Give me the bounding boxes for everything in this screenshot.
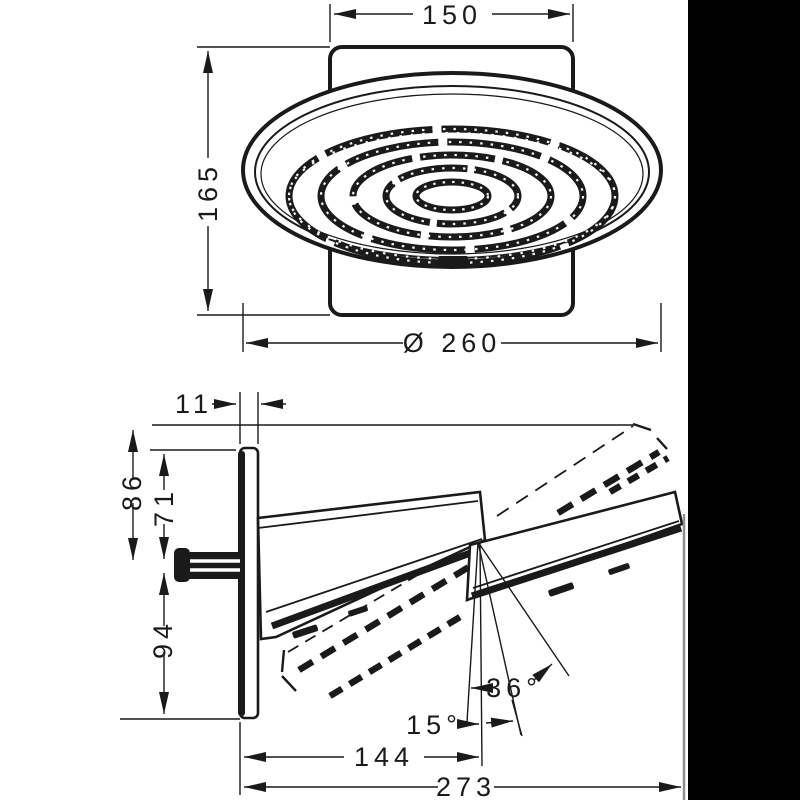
dim-top-to-inlet [117,430,147,560]
dim-label-36deg: 36° [486,673,542,703]
dim-label-94: 94 [148,618,178,660]
dim-plate-thickness [175,389,286,419]
inlet-connector [174,548,240,582]
wall-plate-side [238,448,258,718]
front-view [193,0,661,358]
dim-angle-15 [406,700,522,740]
dim-label-11: 11 [174,389,214,419]
dim-angle-36 [471,664,552,703]
right-black-band [688,0,800,800]
side-view [117,389,684,800]
dim-plate-height [193,51,223,311]
dim-label-144: 144 [353,742,415,772]
dim-plate-width [334,0,570,30]
dim-plate-top-to-inlet [149,454,179,559]
dim-head-diameter [246,328,658,358]
dim-label-86: 86 [117,470,147,512]
dim-label-260: Ø 260 [402,328,502,358]
dim-reach-to-pivot [244,742,479,772]
dim-label-71: 71 [149,486,179,528]
head-arm-solid [258,492,485,639]
dim-label-15deg: 15° [406,710,462,740]
dim-inlet-to-plate-bottom [148,573,178,714]
dim-label-273: 273 [435,772,497,800]
dim-label-150: 150 [421,0,483,30]
dim-total-reach [244,772,681,800]
head-bottom-notch [438,256,468,267]
dim-label-165: 165 [193,161,223,223]
head-outer-solid [467,492,682,600]
